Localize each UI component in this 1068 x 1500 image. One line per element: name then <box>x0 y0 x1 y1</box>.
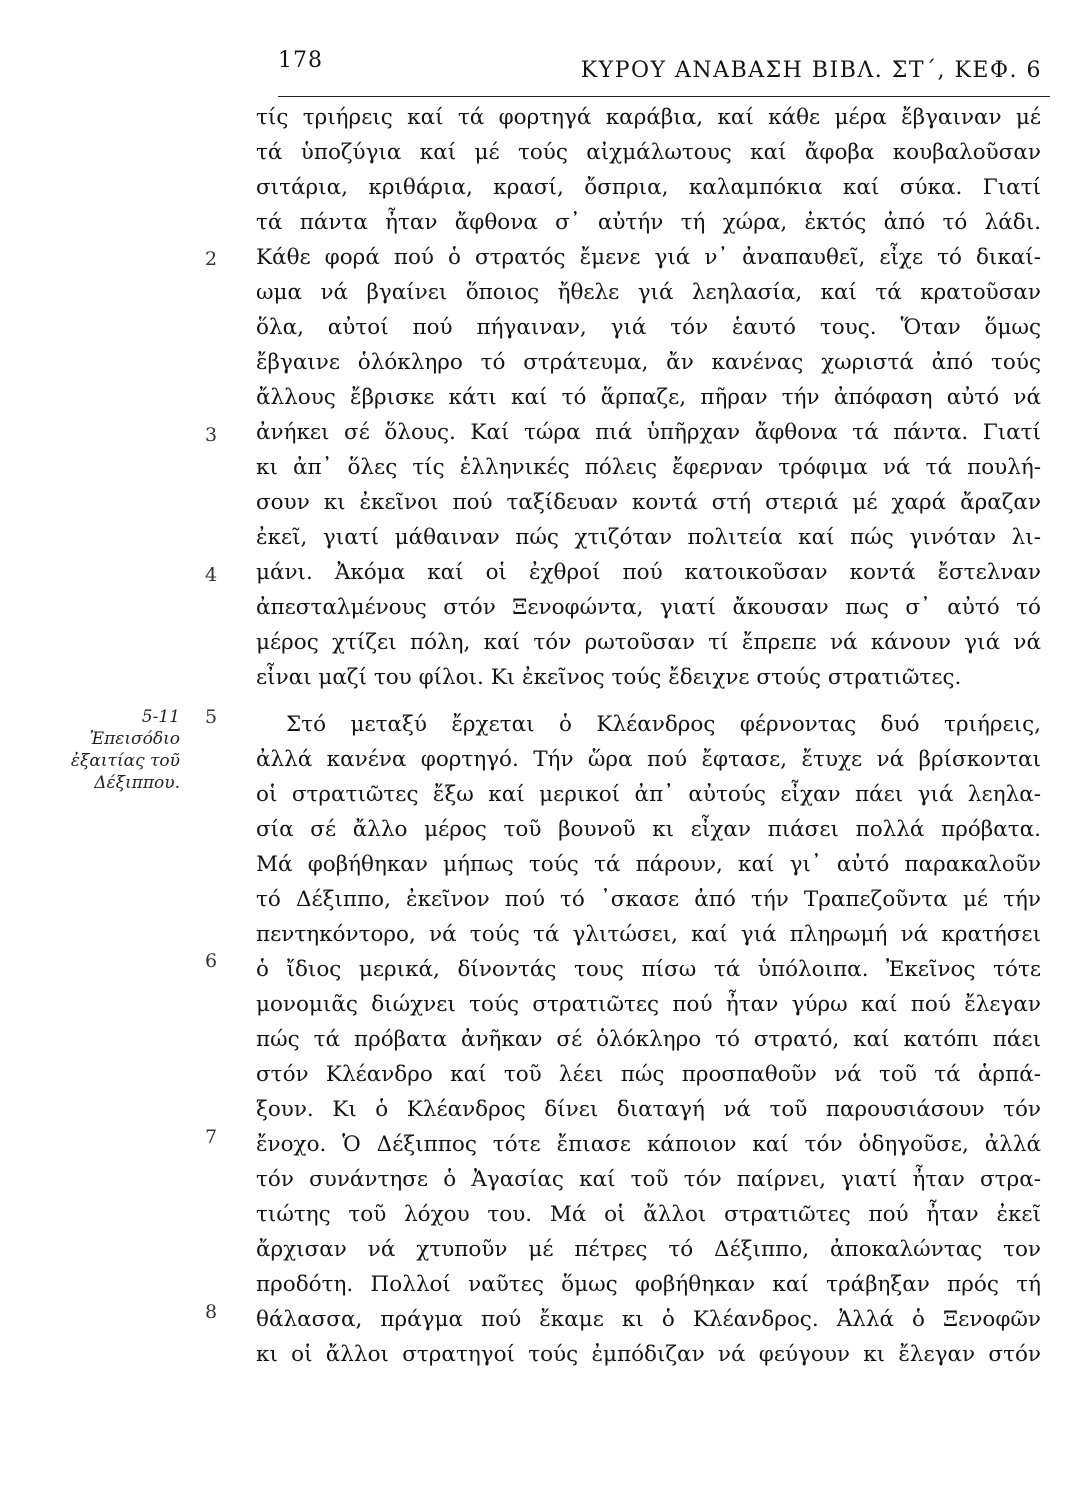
margin-note-line: Δέξιππου. <box>94 773 180 793</box>
text-line: ἐκεῖ, γιατί μάθαιναν πώς χτιζόταν πολιτεία καί πώς γινόταν λι- <box>256 525 1041 550</box>
text-line: σία σέ ἄλλο μέρος τοῦ βουνοῦ κι εἶχαν πιάσει πολλά πρόβατα. <box>256 817 1041 842</box>
margin-note-range: 5-11 <box>141 707 180 727</box>
margin-note <box>40 706 180 794</box>
text-line: τίς τριήρεις καί τά φορτηγά καράβια, καί κάθε μέρα ἔβγαιναν μέ <box>256 105 1041 130</box>
text-line: πεντηκόντορο, νά τούς τά γλιτώσει, καί γιά πληρωμή νά κρατήσει <box>256 922 1041 947</box>
section-number: 5 <box>204 706 218 728</box>
margin-note-line: ἐξαιτίας τοῦ <box>70 751 180 771</box>
text-line: ἀλλά κανένα φορτηγό. Τήν ὥρα πού ἔφτασε, ἔτυχε νά βρίσκονται <box>256 747 1041 772</box>
text-line: ξουν. Κι ὁ Κλέανδρος δίνει διαταγή νά τοῦ παρουσιάσουν τόν <box>256 1097 1041 1122</box>
section-number: 8 <box>204 1301 218 1323</box>
section-number: 2 <box>204 248 218 270</box>
text-line: ἔβγαινε ὁλόκληρο τό στράτευμα, ἄν κανένας χωριστά ἀπό τούς <box>256 350 1041 375</box>
text-line: τόν συνάντησε ὁ Ἀγασίας καί τοῦ τόν παίρνει, γιατί ἦταν στρα- <box>256 1167 1041 1192</box>
text-line: προδότη. Πολλοί ναῦτες ὅμως φοβήθηκαν καί τράβηξαν πρός τή <box>256 1272 1041 1297</box>
text-line: μάνι. Ἀκόμα καί οἱ ἐχθροί πού κατοικοῦσαν κοντά ἔστελναν <box>256 560 1041 585</box>
text-line: σουν κι ἐκεῖνοι πού ταξίδευαν κοντά στή στεριά μέ χαρά ἄραζαν <box>256 490 1041 515</box>
text-line: στόν Κλέανδρο καί τοῦ λέει πώς προσπαθοῦν νά τοῦ τά ἁρπά- <box>256 1062 1041 1087</box>
text-line: ὁ ἴδιος μερικά, δίνοντάς τους πίσω τά ὑπόλοιπα. Ἐκεῖνος τότε <box>256 957 1041 982</box>
text-line: τά ὑποζύγια καί μέ τούς αἰχμάλωτους καί ἄφοβα κουβαλοῦσαν <box>256 140 1041 165</box>
page-header <box>278 44 1050 97</box>
section-number: 6 <box>204 950 218 972</box>
section-number: 7 <box>204 1126 218 1148</box>
text-line: μέρος χτίζει πόλη, καί τόν ρωτοῦσαν τί ἔπρεπε νά κάνουν γιά νά <box>256 630 1041 655</box>
text-line: ὅλα, αὐτοί πού πήγαιναν, γιά τόν ἑαυτό τους. Ὅταν ὅμως <box>256 315 1041 340</box>
text-line: Κάθε φορά πού ὁ στρατός ἔμενε γιά ν᾽ ἀναπαυθεῖ, εἶχε τό δικαί- <box>256 245 1041 270</box>
text-line: κι ἀπ᾽ ὅλες τίς ἑλληνικές πόλεις ἔφερναν τρόφιμα νά τά πουλή- <box>256 455 1041 480</box>
text-line: Μά φοβήθηκαν μήπως τούς τά πάρουν, καί γι᾽ αὐτό παρακαλοῦν <box>256 852 1041 877</box>
text-line: ἔνοχο. Ὁ Δέξιππος τότε ἔπιασε κάποιον καί τόν ὁδηγοῦσε, ἀλλά <box>256 1132 1041 1157</box>
text-line: μονομιᾶς διώχνει τούς στρατιῶτες πού ἦταν γύρω καί πού ἔλεγαν <box>256 992 1041 1017</box>
text-line: ωμα νά βγαίνει ὅποιος ἤθελε γιά λεηλασία, καί τά κρατοῦσαν <box>256 280 1041 305</box>
section-number: 3 <box>204 424 218 446</box>
text-line: πώς τά πρόβατα ἀνῆκαν σέ ὁλόκληρο τό στρατό, καί κατόπι πάει <box>256 1027 1041 1052</box>
text-line: τά πάντα ἦταν ἄφθονα σ᾽ αὐτήν τή χώρα, ἐκτός ἀπό τό λάδι. <box>256 210 1041 235</box>
section-number: 4 <box>204 564 218 586</box>
text-line: τό Δέξιππο, ἐκεῖνον πού τό ᾽σκασε ἀπό τήν Τραπεζοῦντα μέ τήν <box>256 887 1041 912</box>
text-line: οἱ στρατιῶτες ἔξω καί μερικοί ἀπ᾽ αὐτούς εἶχαν πάει γιά λεηλα- <box>256 782 1041 807</box>
text-line: ἄρχισαν νά χτυποῦν μέ πέτρες τό Δέξιππο, ἀποκαλώντας τον <box>256 1237 1041 1262</box>
margin-note-line: Ἐπεισόδιο <box>89 729 180 749</box>
text-line: σιτάρια, κριθάρια, κρασί, ὄσπρια, καλαμπόκια καί σύκα. Γιατί <box>256 175 1041 200</box>
text-line: ἀπεσταλμένους στόν Ξενοφώντα, γιατί ἄκουσαν πως σ᾽ αὐτό τό <box>256 595 1041 620</box>
text-line: τιώτης τοῦ λόχου του. Μά οἱ ἄλλοι στρατιῶτες πού ἦταν ἐκεῖ <box>256 1202 1041 1227</box>
text-line: κι οἱ ἄλλοι στρατηγοί τούς ἐμπόδιζαν νά φεύγουν κι ἔλεγαν στόν <box>256 1342 1041 1367</box>
text-line: θάλασσα, πράγμα πού ἔκαμε κι ὁ Κλέανδρος. Ἀλλά ὁ Ξενοφῶν <box>256 1307 1041 1332</box>
text-line: εἶναι μαζί του φίλοι. Κι ἐκεῖνος τούς ἔδειχνε στούς στρατιῶτες. <box>256 665 962 690</box>
text-line: ἄλλους ἔβρισκε κάτι καί τό ἅρπαζε, πῆραν τήν ἀπόφαση αὐτό νά <box>256 385 1041 410</box>
page-number: 178 <box>278 48 323 73</box>
text-line: Στό μεταξύ ἔρχεται ὁ Κλέανδρος φέρνοντας δυό τριήρεις, <box>286 712 1041 737</box>
text-line: ἀνήκει σέ ὅλους. Καί τώρα πιά ὑπῆρχαν ἄφθονα τά πάντα. Γιατί <box>256 420 1041 445</box>
running-title: ΚΥΡΟΥ ΑΝΑΒΑΣΗ ΒΙΒΛ. ΣΤ΄, ΚΕΦ. 6 <box>580 58 1042 83</box>
